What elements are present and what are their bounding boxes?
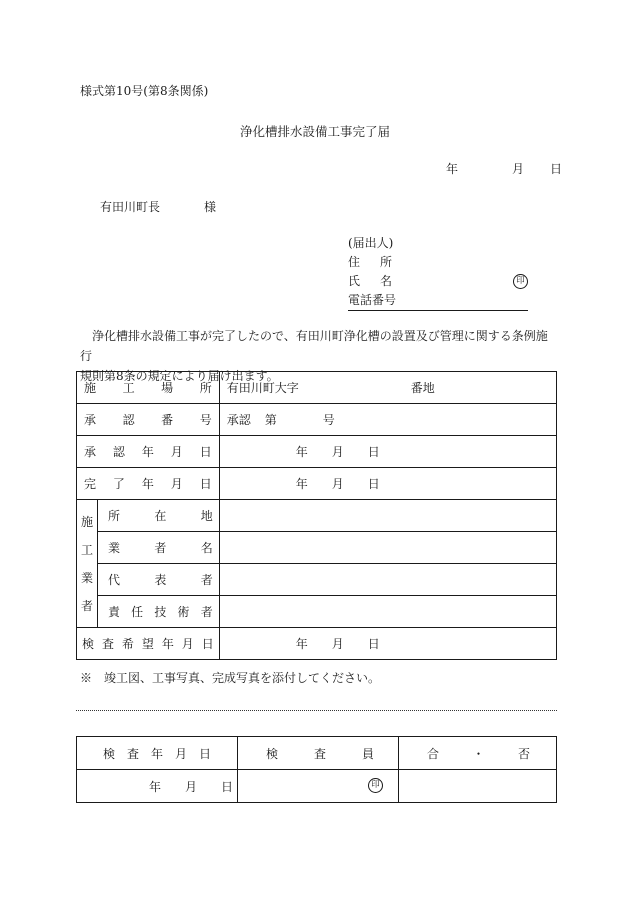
label-contractor-group: 施 工 業 者 bbox=[77, 500, 98, 628]
label-completion-date: 完 了 年 月 日 bbox=[77, 468, 220, 500]
value-inspection-date[interactable]: 年 月 日 bbox=[77, 770, 238, 803]
table-row-approval-date bbox=[77, 436, 557, 468]
date-day: 日 bbox=[550, 162, 563, 176]
label-approval-date: 承 認 年 月 日 bbox=[77, 436, 220, 468]
table-row-inspection-request-date bbox=[77, 628, 557, 660]
label-contractor-location: 所 在 地 bbox=[98, 500, 220, 532]
header-inspection-date: 検 査 年 月 日 bbox=[77, 737, 238, 770]
document-title: 浄化槽排水設備工事完了届 bbox=[239, 124, 390, 139]
addressee-honorific: 様 bbox=[204, 200, 217, 214]
value-inspector[interactable] bbox=[238, 770, 399, 803]
value-completion-date[interactable]: 年 月 日 bbox=[219, 468, 556, 500]
table-row-contractor-representative bbox=[77, 564, 557, 596]
value-contractor-representative[interactable] bbox=[219, 564, 556, 596]
body-text: 浄化槽排水設備工事が完了したので、有田川町浄化槽の設置及び管理に関する条例施行 規則第8条の規定により届け出ます。 bbox=[80, 329, 548, 383]
cut-line-divider bbox=[76, 710, 557, 711]
header-inspector: 検 査 員 bbox=[238, 737, 399, 770]
seal-icon: 印 bbox=[368, 778, 383, 793]
value-inspection-request-date[interactable]: 年 月 日 bbox=[219, 628, 556, 660]
label-site: 施 工 場 所 bbox=[77, 372, 220, 404]
applicant-block bbox=[348, 234, 528, 311]
office-use-table bbox=[76, 736, 557, 803]
table-row-contractor-location bbox=[77, 500, 557, 532]
table-row-site bbox=[77, 372, 557, 404]
label-contractor-company: 業 者 名 bbox=[98, 532, 220, 564]
addressee bbox=[100, 198, 216, 215]
office-value-row bbox=[77, 770, 557, 803]
seal-icon: 印 bbox=[513, 274, 528, 289]
label-contractor-engineer: 責 任 技 術 者 bbox=[98, 596, 220, 628]
label-contractor-representative: 代 表 者 bbox=[98, 564, 220, 596]
applicant-phone-label: 電話番号 bbox=[348, 291, 528, 311]
applicant-heading: (届出人) bbox=[348, 236, 394, 250]
office-header-row bbox=[77, 737, 557, 770]
table-row-completion-date bbox=[77, 468, 557, 500]
form-number: 様式第10号(第8条関係) bbox=[80, 84, 209, 98]
applicant-address-label: 住 所 bbox=[348, 255, 393, 269]
date-month: 月 bbox=[512, 162, 525, 176]
header-result: 合 ・ 否 bbox=[399, 737, 557, 770]
table-row-approval-number bbox=[77, 404, 557, 436]
label-approval-number: 承 認 番 号 bbox=[77, 404, 220, 436]
label-inspection-request-date: 検 査 希 望 年 月 日 bbox=[77, 628, 220, 660]
submission-date bbox=[446, 160, 562, 177]
applicant-name-label: 氏 名 印 bbox=[348, 272, 528, 291]
value-approval-date[interactable]: 年 月 日 bbox=[219, 436, 556, 468]
addressee-name: 有田川町長 bbox=[100, 200, 161, 214]
attachment-note: ※ 竣工図、工事写真、完成写真を添付してください。 bbox=[80, 671, 381, 685]
table-row-contractor-engineer bbox=[77, 596, 557, 628]
value-contractor-location[interactable] bbox=[219, 500, 556, 532]
table-row-contractor-company bbox=[77, 532, 557, 564]
date-year: 年 bbox=[446, 162, 459, 176]
application-table bbox=[76, 371, 557, 660]
value-result[interactable] bbox=[399, 770, 557, 803]
value-site[interactable]: 有田川町大字 番地 bbox=[219, 372, 556, 404]
value-contractor-company[interactable] bbox=[219, 532, 556, 564]
value-contractor-engineer[interactable] bbox=[219, 596, 556, 628]
value-approval-number[interactable]: 承認 第 号 bbox=[219, 404, 556, 436]
